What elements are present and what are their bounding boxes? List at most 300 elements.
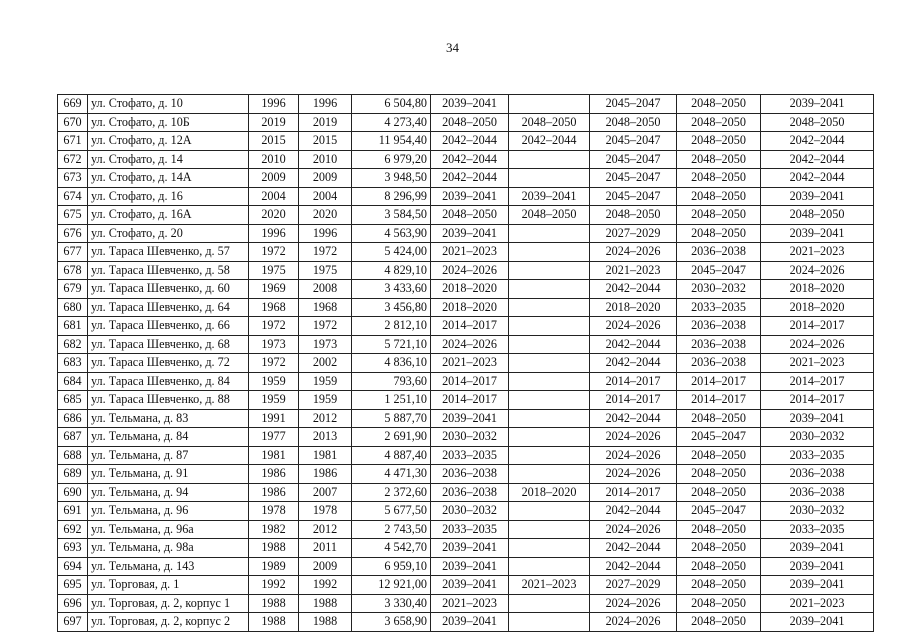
cell-address: ул. Тараса Шевченко, д. 66 (88, 317, 249, 336)
cell-period-elevator (509, 539, 590, 558)
cell-period-total: 2014–2017 (761, 372, 874, 391)
cell-period-roof: 2039–2041 (431, 224, 509, 243)
cell-period-engineering: 2048–2050 (677, 95, 761, 114)
cell-row-number: 692 (58, 520, 88, 539)
cell-area: 2 372,60 (352, 483, 431, 502)
cell-period-engineering: 2048–2050 (677, 224, 761, 243)
cell-period-total: 2039–2041 (761, 224, 874, 243)
cell-year-built: 1986 (249, 465, 299, 484)
cell-period-elevator (509, 224, 590, 243)
cell-row-number: 684 (58, 372, 88, 391)
cell-address: ул. Тельмана, д. 91 (88, 465, 249, 484)
cell-period-total: 2021–2023 (761, 594, 874, 613)
cell-row-number: 683 (58, 354, 88, 373)
cell-year-built: 1981 (249, 446, 299, 465)
cell-year-overhaul: 1996 (299, 224, 352, 243)
cell-area: 3 330,40 (352, 594, 431, 613)
cell-period-roof: 2039–2041 (431, 95, 509, 114)
cell-period-total: 2039–2041 (761, 613, 874, 632)
cell-period-roof: 2014–2017 (431, 391, 509, 410)
table-row (58, 243, 874, 262)
cell-address: ул. Тельмана, д. 96 (88, 502, 249, 521)
cell-year-overhaul: 2007 (299, 483, 352, 502)
cell-area: 2 691,90 (352, 428, 431, 447)
cell-year-built: 1972 (249, 317, 299, 336)
cell-period-facade: 2045–2047 (590, 132, 677, 151)
cell-area: 3 456,80 (352, 298, 431, 317)
table-row (58, 298, 874, 317)
cell-period-elevator (509, 335, 590, 354)
cell-year-overhaul: 2009 (299, 557, 352, 576)
cell-period-facade: 2042–2044 (590, 539, 677, 558)
cell-period-elevator (509, 446, 590, 465)
cell-year-overhaul: 2019 (299, 113, 352, 132)
cell-year-overhaul: 1968 (299, 298, 352, 317)
cell-row-number: 689 (58, 465, 88, 484)
cell-year-built: 1991 (249, 409, 299, 428)
cell-period-roof: 2036–2038 (431, 465, 509, 484)
cell-year-overhaul: 1988 (299, 594, 352, 613)
cell-year-built: 1968 (249, 298, 299, 317)
table-row (58, 150, 874, 169)
cell-year-overhaul: 1988 (299, 613, 352, 632)
cell-period-engineering: 2014–2017 (677, 391, 761, 410)
cell-address: ул. Тараса Шевченко, д. 57 (88, 243, 249, 262)
cell-address: ул. Тельмана, д. 96а (88, 520, 249, 539)
cell-period-total: 2042–2044 (761, 150, 874, 169)
cell-period-elevator (509, 391, 590, 410)
cell-address: ул. Стофато, д. 10Б (88, 113, 249, 132)
table-row (58, 113, 874, 132)
cell-period-roof: 2018–2020 (431, 280, 509, 299)
cell-address: ул. Тараса Шевченко, д. 58 (88, 261, 249, 280)
cell-period-engineering: 2048–2050 (677, 206, 761, 225)
cell-period-facade: 2024–2026 (590, 594, 677, 613)
cell-area: 4 887,40 (352, 446, 431, 465)
cell-year-built: 1988 (249, 613, 299, 632)
cell-period-engineering: 2033–2035 (677, 298, 761, 317)
cell-year-built: 2010 (249, 150, 299, 169)
cell-address: ул. Тараса Шевченко, д. 88 (88, 391, 249, 410)
cell-period-total: 2036–2038 (761, 465, 874, 484)
cell-period-total: 2039–2041 (761, 576, 874, 595)
cell-period-roof: 2014–2017 (431, 317, 509, 336)
cell-row-number: 687 (58, 428, 88, 447)
cell-period-elevator: 2039–2041 (509, 187, 590, 206)
cell-period-elevator (509, 261, 590, 280)
cell-row-number: 685 (58, 391, 88, 410)
cell-period-roof: 2036–2038 (431, 483, 509, 502)
cell-period-total: 2030–2032 (761, 502, 874, 521)
cell-period-total: 2042–2044 (761, 169, 874, 188)
cell-period-roof: 2039–2041 (431, 539, 509, 558)
cell-year-built: 1986 (249, 483, 299, 502)
cell-period-engineering: 2048–2050 (677, 483, 761, 502)
cell-period-elevator (509, 594, 590, 613)
cell-period-engineering: 2048–2050 (677, 113, 761, 132)
cell-row-number: 674 (58, 187, 88, 206)
cell-area: 2 743,50 (352, 520, 431, 539)
cell-row-number: 669 (58, 95, 88, 114)
cell-period-elevator (509, 613, 590, 632)
cell-period-elevator: 2048–2050 (509, 206, 590, 225)
cell-period-roof: 2039–2041 (431, 409, 509, 428)
cell-year-overhaul: 1973 (299, 335, 352, 354)
cell-year-built: 1988 (249, 594, 299, 613)
cell-period-elevator (509, 428, 590, 447)
cell-period-engineering: 2036–2038 (677, 335, 761, 354)
cell-year-built: 1988 (249, 539, 299, 558)
cell-period-engineering: 2036–2038 (677, 354, 761, 373)
cell-period-total: 2039–2041 (761, 409, 874, 428)
table-row (58, 428, 874, 447)
cell-area: 5 677,50 (352, 502, 431, 521)
cell-address: ул. Тараса Шевченко, д. 72 (88, 354, 249, 373)
cell-year-overhaul: 2008 (299, 280, 352, 299)
cell-period-total: 2033–2035 (761, 446, 874, 465)
cell-period-total: 2036–2038 (761, 483, 874, 502)
cell-row-number: 682 (58, 335, 88, 354)
table-row (58, 261, 874, 280)
page-number: 34 (446, 40, 459, 55)
cell-period-facade: 2024–2026 (590, 317, 677, 336)
cell-period-engineering: 2045–2047 (677, 261, 761, 280)
cell-period-facade: 2021–2023 (590, 261, 677, 280)
cell-period-roof: 2021–2023 (431, 243, 509, 262)
cell-period-total: 2021–2023 (761, 243, 874, 262)
cell-row-number: 696 (58, 594, 88, 613)
cell-address: ул. Тараса Шевченко, д. 84 (88, 372, 249, 391)
table-row (58, 169, 874, 188)
cell-address: ул. Стофато, д. 12А (88, 132, 249, 151)
cell-area: 3 584,50 (352, 206, 431, 225)
cell-year-overhaul: 1981 (299, 446, 352, 465)
table-row (58, 409, 874, 428)
cell-period-roof: 2033–2035 (431, 520, 509, 539)
table-row (58, 187, 874, 206)
cell-period-total: 2030–2032 (761, 428, 874, 447)
cell-period-roof: 2021–2023 (431, 354, 509, 373)
cell-row-number: 693 (58, 539, 88, 558)
cell-year-overhaul: 1996 (299, 95, 352, 114)
cell-period-elevator (509, 150, 590, 169)
table-row (58, 317, 874, 336)
table-row (58, 206, 874, 225)
cell-period-facade: 2045–2047 (590, 95, 677, 114)
cell-period-engineering: 2048–2050 (677, 409, 761, 428)
cell-period-engineering: 2048–2050 (677, 576, 761, 595)
cell-area: 11 954,40 (352, 132, 431, 151)
cell-address: ул. Тельмана, д. 83 (88, 409, 249, 428)
cell-area: 12 921,00 (352, 576, 431, 595)
cell-area: 8 296,99 (352, 187, 431, 206)
cell-year-built: 1973 (249, 335, 299, 354)
cell-year-built: 2020 (249, 206, 299, 225)
cell-period-roof: 2042–2044 (431, 150, 509, 169)
cell-row-number: 690 (58, 483, 88, 502)
cell-area: 4 836,10 (352, 354, 431, 373)
cell-period-facade: 2014–2017 (590, 483, 677, 502)
cell-row-number: 671 (58, 132, 88, 151)
cell-address: ул. Стофато, д. 14А (88, 169, 249, 188)
cell-period-elevator (509, 169, 590, 188)
cell-period-elevator (509, 95, 590, 114)
cell-period-facade: 2024–2026 (590, 465, 677, 484)
cell-area: 1 251,10 (352, 391, 431, 410)
cell-address: ул. Тельмана, д. 84 (88, 428, 249, 447)
cell-period-roof: 2024–2026 (431, 335, 509, 354)
cell-period-engineering: 2048–2050 (677, 594, 761, 613)
cell-period-facade: 2024–2026 (590, 520, 677, 539)
cell-period-total: 2014–2017 (761, 317, 874, 336)
cell-year-overhaul: 2020 (299, 206, 352, 225)
cell-year-built: 1972 (249, 243, 299, 262)
cell-row-number: 676 (58, 224, 88, 243)
cell-address: ул. Стофато, д. 20 (88, 224, 249, 243)
cell-period-total: 2039–2041 (761, 95, 874, 114)
cell-period-total: 2048–2050 (761, 206, 874, 225)
cell-period-facade: 2014–2017 (590, 372, 677, 391)
cell-year-overhaul: 1972 (299, 317, 352, 336)
cell-period-total: 2039–2041 (761, 557, 874, 576)
cell-period-total: 2024–2026 (761, 335, 874, 354)
cell-address: ул. Тельмана, д. 98а (88, 539, 249, 558)
cell-row-number: 688 (58, 446, 88, 465)
cell-row-number: 678 (58, 261, 88, 280)
table-row (58, 594, 874, 613)
cell-period-roof: 2042–2044 (431, 169, 509, 188)
cell-year-overhaul: 2012 (299, 409, 352, 428)
cell-period-total: 2039–2041 (761, 187, 874, 206)
cell-period-facade: 2024–2026 (590, 428, 677, 447)
cell-period-elevator (509, 557, 590, 576)
cell-row-number: 670 (58, 113, 88, 132)
cell-address: ул. Тараса Шевченко, д. 68 (88, 335, 249, 354)
cell-period-elevator: 2048–2050 (509, 113, 590, 132)
cell-row-number: 695 (58, 576, 88, 595)
cell-row-number: 686 (58, 409, 88, 428)
cell-period-elevator (509, 243, 590, 262)
cell-period-engineering: 2045–2047 (677, 502, 761, 521)
cell-area: 6 504,80 (352, 95, 431, 114)
cell-period-elevator (509, 502, 590, 521)
cell-year-built: 1959 (249, 391, 299, 410)
cell-address: ул. Тараса Шевченко, д. 60 (88, 280, 249, 299)
cell-year-overhaul: 1992 (299, 576, 352, 595)
cell-area: 5 887,70 (352, 409, 431, 428)
cell-area: 793,60 (352, 372, 431, 391)
cell-period-roof: 2014–2017 (431, 372, 509, 391)
cell-year-overhaul: 1959 (299, 391, 352, 410)
cell-period-engineering: 2048–2050 (677, 539, 761, 558)
cell-year-built: 2009 (249, 169, 299, 188)
cell-period-facade: 2045–2047 (590, 150, 677, 169)
cell-period-roof: 2021–2023 (431, 594, 509, 613)
cell-area: 4 273,40 (352, 113, 431, 132)
cell-period-facade: 2018–2020 (590, 298, 677, 317)
cell-period-total: 2042–2044 (761, 132, 874, 151)
cell-year-overhaul: 2012 (299, 520, 352, 539)
cell-period-facade: 2048–2050 (590, 206, 677, 225)
cell-period-engineering: 2048–2050 (677, 169, 761, 188)
cell-period-facade: 2045–2047 (590, 169, 677, 188)
cell-period-facade: 2024–2026 (590, 446, 677, 465)
cell-period-facade: 2027–2029 (590, 576, 677, 595)
cell-year-overhaul: 2013 (299, 428, 352, 447)
cell-period-roof: 2042–2044 (431, 132, 509, 151)
cell-year-built: 2019 (249, 113, 299, 132)
cell-year-overhaul: 1975 (299, 261, 352, 280)
cell-period-elevator: 2018–2020 (509, 483, 590, 502)
cell-period-roof: 2039–2041 (431, 576, 509, 595)
cell-period-total: 2024–2026 (761, 261, 874, 280)
cell-address: ул. Стофато, д. 16 (88, 187, 249, 206)
cell-period-engineering: 2048–2050 (677, 557, 761, 576)
cell-period-engineering: 2048–2050 (677, 132, 761, 151)
cell-address: ул. Стофато, д. 14 (88, 150, 249, 169)
cell-year-overhaul: 1959 (299, 372, 352, 391)
cell-period-engineering: 2048–2050 (677, 446, 761, 465)
cell-row-number: 680 (58, 298, 88, 317)
cell-period-elevator (509, 372, 590, 391)
cell-area: 3 948,50 (352, 169, 431, 188)
table-row (58, 132, 874, 151)
cell-period-roof: 2048–2050 (431, 113, 509, 132)
cell-period-facade: 2042–2044 (590, 354, 677, 373)
cell-period-engineering: 2030–2032 (677, 280, 761, 299)
cell-period-total: 2039–2041 (761, 539, 874, 558)
cell-row-number: 677 (58, 243, 88, 262)
cell-year-overhaul: 2004 (299, 187, 352, 206)
table-row (58, 95, 874, 114)
cell-address: ул. Стофато, д. 16А (88, 206, 249, 225)
cell-area: 4 542,70 (352, 539, 431, 558)
table-row (58, 354, 874, 373)
cell-period-total: 2014–2017 (761, 391, 874, 410)
cell-year-overhaul: 1978 (299, 502, 352, 521)
cell-area: 4 563,90 (352, 224, 431, 243)
cell-period-total: 2048–2050 (761, 113, 874, 132)
cell-period-engineering: 2045–2047 (677, 428, 761, 447)
cell-period-roof: 2039–2041 (431, 557, 509, 576)
cell-period-facade: 2045–2047 (590, 187, 677, 206)
cell-area: 2 812,10 (352, 317, 431, 336)
cell-row-number: 673 (58, 169, 88, 188)
cell-address: ул. Торговая, д. 2, корпус 2 (88, 613, 249, 632)
cell-year-overhaul: 2009 (299, 169, 352, 188)
cell-address: ул. Тельмана, д. 87 (88, 446, 249, 465)
table-row (58, 391, 874, 410)
cell-area: 3 433,60 (352, 280, 431, 299)
table-row (58, 502, 874, 521)
cell-period-elevator (509, 298, 590, 317)
cell-period-engineering: 2036–2038 (677, 243, 761, 262)
table-row (58, 520, 874, 539)
cell-address: ул. Тараса Шевченко, д. 64 (88, 298, 249, 317)
cell-period-roof: 2030–2032 (431, 502, 509, 521)
cell-year-built: 1978 (249, 502, 299, 521)
cell-period-roof: 2039–2041 (431, 613, 509, 632)
cell-year-built: 1996 (249, 224, 299, 243)
cell-period-engineering: 2036–2038 (677, 317, 761, 336)
table-body (58, 95, 874, 632)
cell-period-engineering: 2048–2050 (677, 465, 761, 484)
cell-year-built: 2004 (249, 187, 299, 206)
cell-year-built: 1996 (249, 95, 299, 114)
cell-year-built: 1959 (249, 372, 299, 391)
cell-period-facade: 2042–2044 (590, 335, 677, 354)
cell-period-facade: 2042–2044 (590, 557, 677, 576)
cell-period-facade: 2042–2044 (590, 280, 677, 299)
table-row (58, 483, 874, 502)
cell-area: 5 424,00 (352, 243, 431, 262)
cell-year-built: 1992 (249, 576, 299, 595)
table-row (58, 557, 874, 576)
table-row (58, 335, 874, 354)
cell-period-roof: 2018–2020 (431, 298, 509, 317)
cell-row-number: 694 (58, 557, 88, 576)
cell-year-overhaul: 1986 (299, 465, 352, 484)
cell-address: ул. Торговая, д. 1 (88, 576, 249, 595)
cell-year-built: 1989 (249, 557, 299, 576)
cell-address: ул. Тельмана, д. 94 (88, 483, 249, 502)
cell-period-engineering: 2048–2050 (677, 520, 761, 539)
table-row (58, 613, 874, 632)
cell-period-engineering: 2048–2050 (677, 187, 761, 206)
cell-year-overhaul: 2010 (299, 150, 352, 169)
cell-period-elevator (509, 520, 590, 539)
cell-year-built: 2015 (249, 132, 299, 151)
cell-period-engineering: 2014–2017 (677, 372, 761, 391)
cell-area: 4 471,30 (352, 465, 431, 484)
table-row (58, 280, 874, 299)
cell-area: 4 829,10 (352, 261, 431, 280)
cell-address: ул. Стофато, д. 10 (88, 95, 249, 114)
cell-area: 3 658,90 (352, 613, 431, 632)
cell-area: 6 959,10 (352, 557, 431, 576)
cell-row-number: 675 (58, 206, 88, 225)
cell-year-built: 1975 (249, 261, 299, 280)
cell-period-total: 2018–2020 (761, 298, 874, 317)
cell-period-elevator: 2021–2023 (509, 576, 590, 595)
cell-address: ул. Тельмана, д. 143 (88, 557, 249, 576)
cell-period-total: 2018–2020 (761, 280, 874, 299)
cell-period-roof: 2030–2032 (431, 428, 509, 447)
cell-period-roof: 2048–2050 (431, 206, 509, 225)
cell-period-facade: 2024–2026 (590, 613, 677, 632)
cell-period-roof: 2039–2041 (431, 187, 509, 206)
cell-period-elevator: 2042–2044 (509, 132, 590, 151)
table-row (58, 539, 874, 558)
cell-period-engineering: 2048–2050 (677, 613, 761, 632)
cell-row-number: 672 (58, 150, 88, 169)
cell-period-elevator (509, 409, 590, 428)
cell-row-number: 679 (58, 280, 88, 299)
cell-address: ул. Торговая, д. 2, корпус 1 (88, 594, 249, 613)
building-register-table (57, 94, 874, 632)
cell-period-elevator (509, 465, 590, 484)
cell-period-facade: 2048–2050 (590, 113, 677, 132)
cell-row-number: 697 (58, 613, 88, 632)
cell-year-built: 1982 (249, 520, 299, 539)
cell-period-elevator (509, 354, 590, 373)
cell-area: 5 721,10 (352, 335, 431, 354)
cell-period-roof: 2033–2035 (431, 446, 509, 465)
cell-year-built: 1972 (249, 354, 299, 373)
table-row (58, 446, 874, 465)
cell-period-total: 2033–2035 (761, 520, 874, 539)
cell-year-overhaul: 1972 (299, 243, 352, 262)
